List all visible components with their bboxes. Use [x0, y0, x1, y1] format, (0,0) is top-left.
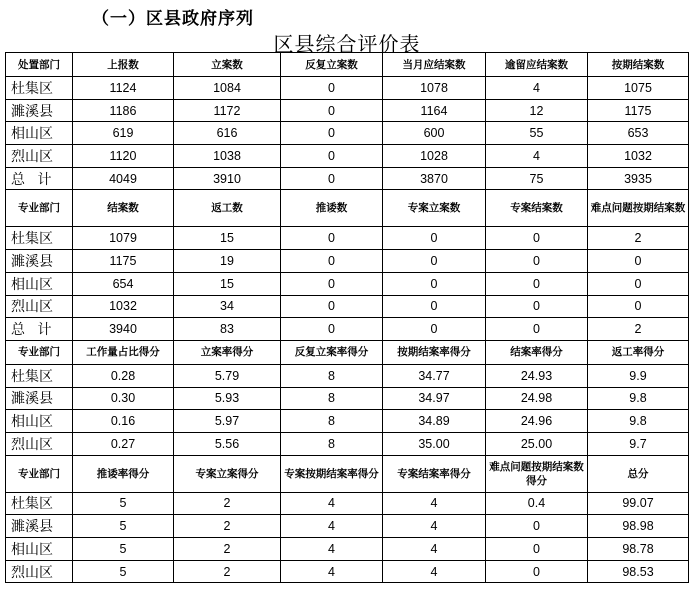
table-cell: 0: [588, 250, 689, 273]
table-cell: 0: [383, 272, 486, 295]
row-label: 相山区: [6, 538, 73, 561]
header-cell: 处置部门: [6, 53, 73, 77]
row-label: 相山区: [6, 122, 73, 145]
header-cell: 专案立案数: [383, 190, 486, 227]
table-cell: 3910: [174, 167, 281, 190]
header-cell: 专案立案得分: [174, 455, 281, 492]
table-cell: 0: [281, 318, 383, 341]
section-heading: （一）区县政府序列: [92, 9, 254, 29]
header-cell: 逾留应结案数: [486, 53, 588, 77]
table-cell: 12: [486, 99, 588, 122]
row-label: 杜集区: [6, 77, 73, 100]
header-cell: 当月应结案数: [383, 53, 486, 77]
table-cell: 3940: [73, 318, 174, 341]
evaluation-table: [5, 52, 689, 583]
header-cell: 专案结案率得分: [383, 455, 486, 492]
header-cell: 结案率得分: [486, 340, 588, 364]
header-cell: 推诿数: [281, 190, 383, 227]
row-label: 烈山区: [6, 295, 73, 318]
table-cell: 5: [73, 560, 174, 583]
header-cell: 难点问题按期结案数: [588, 190, 689, 227]
table-cell: 19: [174, 250, 281, 273]
table-cell: 1186: [73, 99, 174, 122]
row-label: 相山区: [6, 272, 73, 295]
table-row: [6, 250, 689, 273]
header-cell: 按期结案率得分: [383, 340, 486, 364]
table-cell: 0: [486, 318, 588, 341]
table-cell: 0: [281, 167, 383, 190]
table-cell: 2: [174, 515, 281, 538]
table-row: [6, 538, 689, 561]
table-cell: 0.4: [486, 492, 588, 515]
table-cell: 2: [588, 227, 689, 250]
table-cell: 654: [73, 272, 174, 295]
table-cell: 98.53: [588, 560, 689, 583]
table-cell: 0: [588, 272, 689, 295]
table-cell: 3935: [588, 167, 689, 190]
table-row: [6, 387, 689, 410]
table-cell: 34.89: [383, 410, 486, 433]
row-label: 杜集区: [6, 492, 73, 515]
table-cell: 8: [281, 410, 383, 433]
table-cell: 4049: [73, 167, 174, 190]
row-label: 杜集区: [6, 364, 73, 387]
table-cell: 9.8: [588, 387, 689, 410]
table-cell: 1164: [383, 99, 486, 122]
table-cell: 5: [73, 515, 174, 538]
table-cell: 0: [281, 99, 383, 122]
header-cell: 返工数: [174, 190, 281, 227]
table-row: [6, 145, 689, 168]
table-cell: 34: [174, 295, 281, 318]
table-cell: 4: [281, 538, 383, 561]
table-cell: 2: [174, 560, 281, 583]
table-cell: 1078: [383, 77, 486, 100]
table-cell: 0: [281, 227, 383, 250]
table-cell: 5.93: [174, 387, 281, 410]
table-cell: 1175: [73, 250, 174, 273]
table-cell: 1032: [73, 295, 174, 318]
table-cell: 0.16: [73, 410, 174, 433]
table-cell: 9.7: [588, 432, 689, 455]
table-cell: 1172: [174, 99, 281, 122]
table-cell: 4: [383, 492, 486, 515]
table-cell: 0: [383, 227, 486, 250]
table-cell: 2: [174, 492, 281, 515]
table-cell: 4: [281, 560, 383, 583]
header-cell: 工作量占比得分: [73, 340, 174, 364]
table-cell: 600: [383, 122, 486, 145]
table-cell: 9.8: [588, 410, 689, 433]
table-cell: 24.96: [486, 410, 588, 433]
table-row: [6, 560, 689, 583]
header-cell: 反复立案率得分: [281, 340, 383, 364]
table-cell: 4: [281, 492, 383, 515]
table-cell: 0: [281, 122, 383, 145]
table-cell: 1075: [588, 77, 689, 100]
table-row: [6, 99, 689, 122]
table-row: [6, 77, 689, 100]
table-cell: 0: [486, 295, 588, 318]
header-cell: 立案率得分: [174, 340, 281, 364]
row-label: 相山区: [6, 410, 73, 433]
table-cell: 1028: [383, 145, 486, 168]
table-row: [6, 492, 689, 515]
table-row: [6, 410, 689, 433]
table-cell: 0: [281, 145, 383, 168]
table-cell: 9.9: [588, 364, 689, 387]
table-cell: 8: [281, 364, 383, 387]
table-cell: 0: [281, 295, 383, 318]
row-label: 烈山区: [6, 432, 73, 455]
table-cell: 5: [73, 538, 174, 561]
header-cell: 按期结案数: [588, 53, 689, 77]
table-cell: 34.97: [383, 387, 486, 410]
table-cell: 619: [73, 122, 174, 145]
table-cell: 83: [174, 318, 281, 341]
table-row: [6, 272, 689, 295]
row-label: 烈山区: [6, 560, 73, 583]
table-cell: 8: [281, 432, 383, 455]
row-label: 濉溪县: [6, 515, 73, 538]
table-cell: 1032: [588, 145, 689, 168]
row-label: 濉溪县: [6, 387, 73, 410]
table-cell: 99.07: [588, 492, 689, 515]
table-header-row: [6, 53, 689, 77]
table-total-row: [6, 318, 689, 341]
table-row: [6, 295, 689, 318]
table-cell: 0: [383, 318, 486, 341]
header-cell: 难点问题按期结案数得分: [486, 455, 588, 492]
table-cell: 15: [174, 272, 281, 295]
header-cell: 结案数: [73, 190, 174, 227]
table-cell: 0: [281, 272, 383, 295]
table-cell: 5.56: [174, 432, 281, 455]
table-row: [6, 227, 689, 250]
table-cell: 0: [486, 560, 588, 583]
row-label: 总 计: [6, 318, 73, 341]
table-cell: 1084: [174, 77, 281, 100]
header-cell: 立案数: [174, 53, 281, 77]
header-cell: 推诿率得分: [73, 455, 174, 492]
table-cell: 0.27: [73, 432, 174, 455]
page-title: 区县综合评价表: [273, 32, 421, 56]
table-cell: 0: [588, 295, 689, 318]
table-cell: 1079: [73, 227, 174, 250]
table-cell: 0: [486, 272, 588, 295]
table-cell: 25.00: [486, 432, 588, 455]
table-cell: 98.78: [588, 538, 689, 561]
table-cell: 1175: [588, 99, 689, 122]
row-label: 烈山区: [6, 145, 73, 168]
table-cell: 4: [383, 560, 486, 583]
header-cell: 反复立案数: [281, 53, 383, 77]
table-cell: 24.93: [486, 364, 588, 387]
header-cell: 上报数: [73, 53, 174, 77]
table-row: [6, 364, 689, 387]
table-cell: 0: [281, 77, 383, 100]
table-cell: 0: [486, 538, 588, 561]
table-cell: 5.97: [174, 410, 281, 433]
table-cell: 75: [486, 167, 588, 190]
table-cell: 8: [281, 387, 383, 410]
table-cell: 4: [281, 515, 383, 538]
table-cell: 24.98: [486, 387, 588, 410]
table-cell: 98.98: [588, 515, 689, 538]
table-cell: 0.28: [73, 364, 174, 387]
table-row: [6, 515, 689, 538]
table-cell: 4: [383, 515, 486, 538]
table-cell: 0: [486, 250, 588, 273]
table-cell: 5: [73, 492, 174, 515]
row-label: 濉溪县: [6, 250, 73, 273]
header-cell: 专案按期结案率得分: [281, 455, 383, 492]
table-header-row: [6, 340, 689, 364]
table-cell: 55: [486, 122, 588, 145]
table-cell: 0: [486, 515, 588, 538]
header-cell: 专案结案数: [486, 190, 588, 227]
table-cell: 0.30: [73, 387, 174, 410]
table-cell: 1120: [73, 145, 174, 168]
table-cell: 3870: [383, 167, 486, 190]
table-total-row: [6, 167, 689, 190]
table-cell: 616: [174, 122, 281, 145]
table-cell: 4: [486, 145, 588, 168]
table-cell: 1038: [174, 145, 281, 168]
table-cell: 35.00: [383, 432, 486, 455]
table-header-row: [6, 190, 689, 227]
table-cell: 15: [174, 227, 281, 250]
table-cell: 2: [174, 538, 281, 561]
table-cell: 5.79: [174, 364, 281, 387]
header-cell: 总分: [588, 455, 689, 492]
table-cell: 0: [486, 227, 588, 250]
table-cell: 4: [486, 77, 588, 100]
row-label: 杜集区: [6, 227, 73, 250]
row-label: 濉溪县: [6, 99, 73, 122]
row-label: 总 计: [6, 167, 73, 190]
table-row: [6, 432, 689, 455]
header-cell: 专业部门: [6, 190, 73, 227]
table-cell: 34.77: [383, 364, 486, 387]
table-cell: 1124: [73, 77, 174, 100]
table-cell: 0: [281, 250, 383, 273]
table-cell: 2: [588, 318, 689, 341]
table-header-row: [6, 455, 689, 492]
header-cell: 返工率得分: [588, 340, 689, 364]
header-cell: 专业部门: [6, 340, 73, 364]
table-cell: 0: [383, 250, 486, 273]
header-cell: 专业部门: [6, 455, 73, 492]
table-cell: 4: [383, 538, 486, 561]
table-cell: 0: [383, 295, 486, 318]
table-cell: 653: [588, 122, 689, 145]
table-row: [6, 122, 689, 145]
